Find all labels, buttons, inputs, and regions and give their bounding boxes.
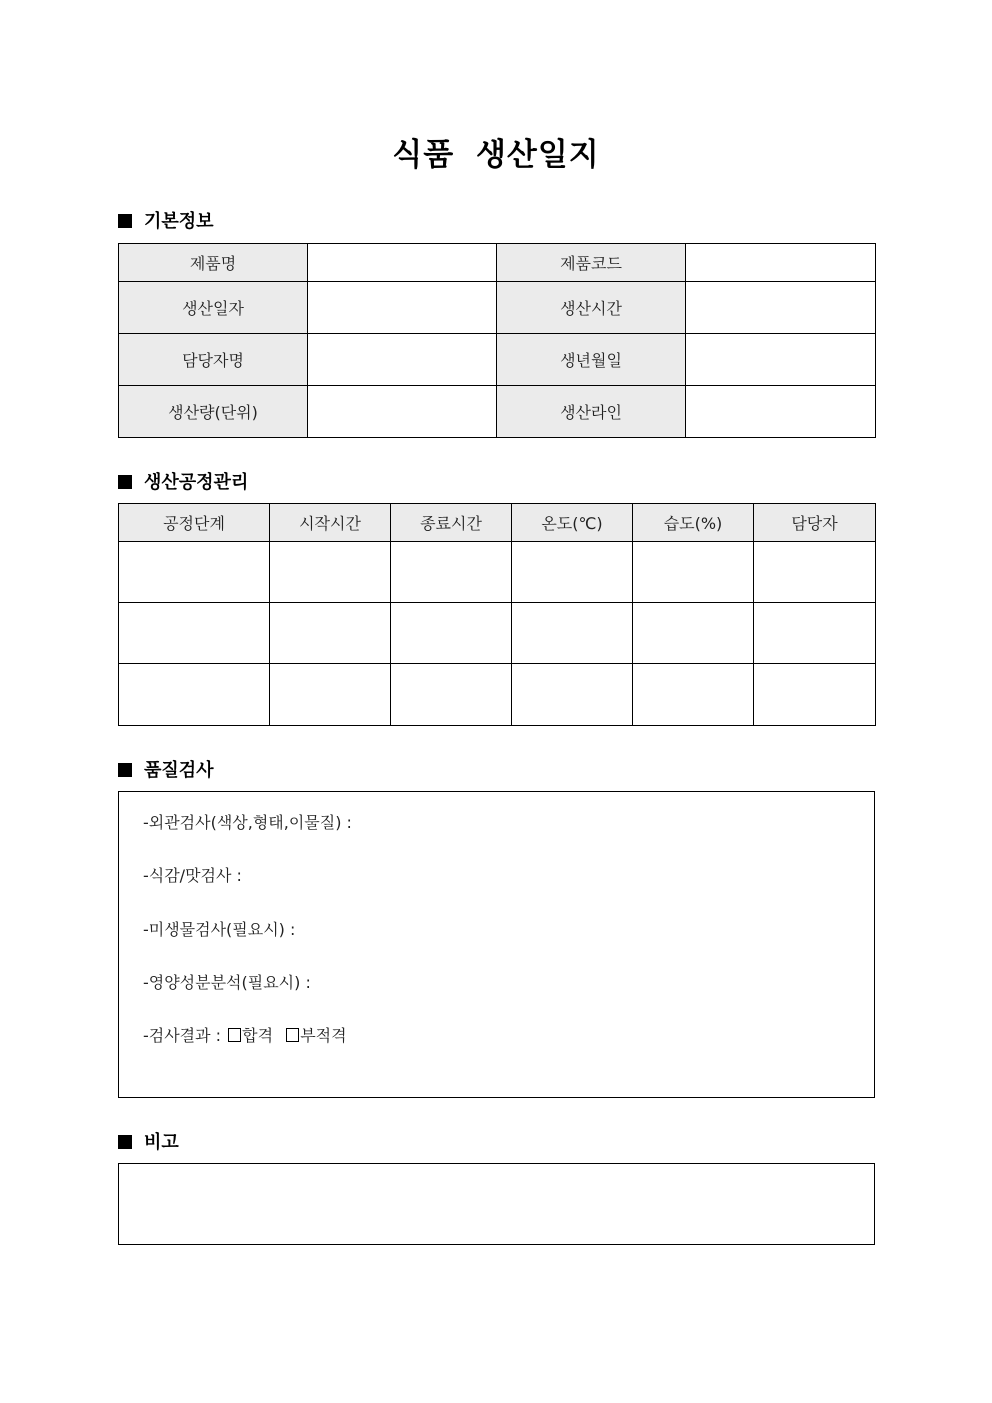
production-line-field[interactable]: [686, 386, 876, 438]
column-header-start-time: 시작시간: [270, 504, 391, 542]
section-heading-process: [118, 470, 248, 496]
table-row: [119, 664, 876, 726]
table-header-row: [119, 504, 876, 542]
product-code-field[interactable]: [686, 244, 876, 282]
start-time-cell[interactable]: [270, 603, 391, 664]
humidity-cell[interactable]: [633, 664, 754, 726]
label-production-time: 생산시간: [497, 282, 686, 334]
temperature-cell[interactable]: [512, 664, 633, 726]
process-step-cell[interactable]: [119, 603, 270, 664]
square-bullet-icon: [118, 475, 132, 489]
remarks-box[interactable]: [118, 1163, 875, 1245]
end-time-cell[interactable]: [391, 664, 512, 726]
taste-inspection-item[interactable]: -식감/맛검사 :: [143, 866, 242, 885]
column-header-process-step: 공정단계: [119, 504, 270, 542]
section-heading-label: 생산공정관리: [144, 472, 249, 493]
production-date-field[interactable]: [308, 282, 497, 334]
fail-checkbox[interactable]: [286, 1028, 299, 1042]
square-bullet-icon: [118, 1135, 132, 1149]
table-row: [119, 334, 876, 386]
temperature-cell[interactable]: [512, 542, 633, 603]
label-production-quantity: 생산량(단위): [119, 386, 308, 438]
production-time-field[interactable]: [686, 282, 876, 334]
start-time-cell[interactable]: [270, 664, 391, 726]
page-title: 식품 생산일지: [392, 137, 600, 173]
birth-date-field[interactable]: [686, 334, 876, 386]
label-birth-date: 생년월일: [497, 334, 686, 386]
section-heading-label: 품질검사: [144, 760, 214, 781]
section-heading-label: 기본정보: [144, 211, 214, 232]
pass-checkbox-label: 합격: [242, 1026, 274, 1045]
end-time-cell[interactable]: [391, 603, 512, 664]
inspection-result-row: [143, 1025, 347, 1047]
section-heading-remarks: [118, 1130, 179, 1156]
table-row: [119, 603, 876, 664]
manager-name-field[interactable]: [308, 334, 497, 386]
temperature-cell[interactable]: [512, 603, 633, 664]
humidity-cell[interactable]: [633, 603, 754, 664]
end-time-cell[interactable]: [391, 542, 512, 603]
label-production-line: 생산라인: [497, 386, 686, 438]
start-time-cell[interactable]: [270, 542, 391, 603]
product-name-field[interactable]: [308, 244, 497, 282]
microbial-inspection-item[interactable]: -미생물검사(필요시) :: [143, 920, 296, 939]
process-step-cell[interactable]: [119, 664, 270, 726]
table-row: [119, 282, 876, 334]
humidity-cell[interactable]: [633, 542, 754, 603]
column-header-temperature: 온도(℃): [512, 504, 633, 542]
table-row: [119, 542, 876, 603]
square-bullet-icon: [118, 763, 132, 777]
production-quantity-field[interactable]: [308, 386, 497, 438]
column-header-humidity: 습도(%): [633, 504, 754, 542]
section-heading-label: 비고: [144, 1132, 179, 1153]
nutrition-analysis-item[interactable]: -영양성분분석(필요시) :: [143, 973, 311, 992]
pass-checkbox[interactable]: [228, 1028, 241, 1042]
appearance-inspection-item[interactable]: -외관검사(색상,형태,이물질) :: [143, 813, 352, 832]
label-manager-name: 담당자명: [119, 334, 308, 386]
square-bullet-icon: [118, 214, 132, 228]
quality-inspection-box: [118, 791, 875, 1098]
process-step-cell[interactable]: [119, 542, 270, 603]
manager-cell[interactable]: [754, 542, 876, 603]
section-heading-quality: [118, 758, 214, 784]
column-header-end-time: 종료시간: [391, 504, 512, 542]
manager-cell[interactable]: [754, 664, 876, 726]
section-heading-basic-info: [118, 209, 214, 235]
manager-cell[interactable]: [754, 603, 876, 664]
basic-info-table: [118, 243, 876, 438]
table-row: [119, 244, 876, 282]
column-header-manager: 담당자: [754, 504, 876, 542]
label-production-date: 생산일자: [119, 282, 308, 334]
process-table: [118, 503, 876, 726]
label-product-code: 제품코드: [497, 244, 686, 282]
inspection-result-label: -검사결과 :: [143, 1026, 222, 1045]
label-product-name: 제품명: [119, 244, 308, 282]
table-row: [119, 386, 876, 438]
fail-checkbox-label: 부적격: [300, 1026, 347, 1045]
